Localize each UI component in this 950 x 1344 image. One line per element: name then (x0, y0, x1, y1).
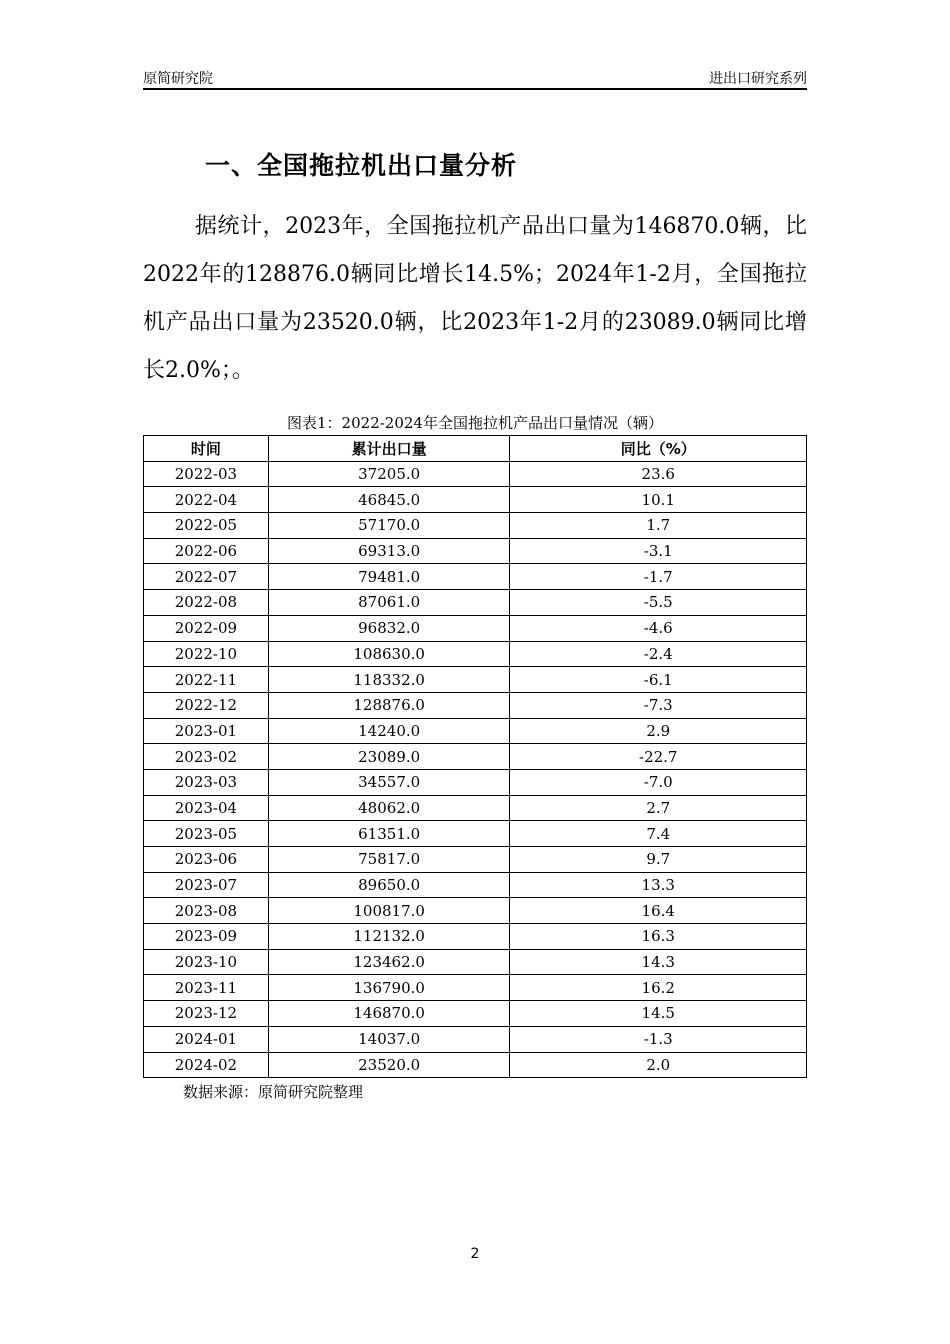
cell-time: 2023-10 (144, 949, 269, 975)
table-row (144, 667, 807, 693)
body-paragraph: 据统计，2023年，全国拖拉机产品出口量为146870.0辆，比2022年的128876.0辆同比增长14.5%；2024年1-2月，全国拖拉机产品出口量为23520.0辆，比2023年1-2月的23089.0辆同比增长2.0%；。 (143, 214, 807, 383)
cell-yoy: 16.4 (510, 898, 807, 924)
cell-cumulative-export: 96832.0 (268, 615, 510, 641)
table-row (144, 564, 807, 590)
cell-yoy: 2.9 (510, 718, 807, 744)
page-header (143, 66, 807, 90)
cell-time: 2022-04 (144, 487, 269, 513)
table-row (144, 461, 807, 487)
cell-cumulative-export: 57170.0 (268, 513, 510, 539)
cell-yoy: 13.3 (510, 872, 807, 898)
table-header-row (144, 436, 807, 462)
cell-cumulative-export: 87061.0 (268, 590, 510, 616)
table-row (144, 513, 807, 539)
cell-cumulative-export: 79481.0 (268, 564, 510, 590)
export-volume-table (143, 435, 807, 1078)
cell-time: 2023-07 (144, 872, 269, 898)
cell-cumulative-export: 89650.0 (268, 872, 510, 898)
cell-time: 2022-09 (144, 615, 269, 641)
cell-yoy: -22.7 (510, 744, 807, 770)
cell-time: 2023-08 (144, 898, 269, 924)
cell-yoy: 16.3 (510, 924, 807, 950)
cell-cumulative-export: 61351.0 (268, 821, 510, 847)
cell-time: 2023-02 (144, 744, 269, 770)
cell-cumulative-export: 112132.0 (268, 924, 510, 950)
cell-time: 2023-11 (144, 975, 269, 1001)
cell-time: 2022-08 (144, 590, 269, 616)
column-header-time: 时间 (144, 436, 269, 462)
table-row (144, 487, 807, 513)
cell-cumulative-export: 100817.0 (268, 898, 510, 924)
cell-yoy: 2.0 (510, 1052, 807, 1078)
cell-yoy: -4.6 (510, 615, 807, 641)
table-row (144, 590, 807, 616)
cell-yoy: -2.4 (510, 641, 807, 667)
table-row (144, 769, 807, 795)
cell-yoy: 10.1 (510, 487, 807, 513)
cell-time: 2022-06 (144, 538, 269, 564)
cell-yoy: 1.7 (510, 513, 807, 539)
header-series-name: 进出口研究系列 (709, 71, 807, 87)
cell-time: 2022-07 (144, 564, 269, 590)
cell-yoy: 16.2 (510, 975, 807, 1001)
table-row (144, 615, 807, 641)
table-row (144, 847, 807, 873)
table-row (144, 975, 807, 1001)
table-row (144, 872, 807, 898)
cell-time: 2022-11 (144, 667, 269, 693)
cell-yoy: -6.1 (510, 667, 807, 693)
table-body (144, 461, 807, 1078)
cell-time: 2022-03 (144, 461, 269, 487)
cell-time: 2024-01 (144, 1026, 269, 1052)
cell-cumulative-export: 14037.0 (268, 1026, 510, 1052)
cell-yoy: 9.7 (510, 847, 807, 873)
cell-yoy: -7.0 (510, 769, 807, 795)
cell-cumulative-export: 146870.0 (268, 1001, 510, 1027)
cell-cumulative-export: 46845.0 (268, 487, 510, 513)
cell-yoy: 23.6 (510, 461, 807, 487)
table-row (144, 898, 807, 924)
table-row (144, 538, 807, 564)
cell-time: 2023-06 (144, 847, 269, 873)
cell-cumulative-export: 118332.0 (268, 667, 510, 693)
cell-time: 2022-05 (144, 513, 269, 539)
cell-cumulative-export: 34557.0 (268, 769, 510, 795)
table-row (144, 949, 807, 975)
cell-time: 2024-02 (144, 1052, 269, 1078)
cell-time: 2023-04 (144, 795, 269, 821)
cell-time: 2023-12 (144, 1001, 269, 1027)
header-org-name: 原简研究院 (143, 71, 213, 87)
table-row (144, 718, 807, 744)
table-row (144, 1052, 807, 1078)
cell-cumulative-export: 69313.0 (268, 538, 510, 564)
cell-yoy: -3.1 (510, 538, 807, 564)
cell-yoy: -5.5 (510, 590, 807, 616)
cell-cumulative-export: 37205.0 (268, 461, 510, 487)
cell-yoy: -7.3 (510, 692, 807, 718)
cell-cumulative-export: 23520.0 (268, 1052, 510, 1078)
column-header-yoy: 同比（%） (510, 436, 807, 462)
table-caption: 图表1：2022-2024年全国拖拉机产品出口量情况（辆） (287, 414, 663, 432)
cell-cumulative-export: 128876.0 (268, 692, 510, 718)
table-row (144, 1001, 807, 1027)
cell-cumulative-export: 23089.0 (268, 744, 510, 770)
table-row (144, 692, 807, 718)
cell-cumulative-export: 123462.0 (268, 949, 510, 975)
cell-yoy: 2.7 (510, 795, 807, 821)
cell-cumulative-export: 48062.0 (268, 795, 510, 821)
cell-cumulative-export: 14240.0 (268, 718, 510, 744)
page-number: 2 (470, 1246, 480, 1262)
cell-cumulative-export: 108630.0 (268, 641, 510, 667)
cell-cumulative-export: 75817.0 (268, 847, 510, 873)
cell-yoy: 14.5 (510, 1001, 807, 1027)
cell-yoy: 14.3 (510, 949, 807, 975)
cell-cumulative-export: 136790.0 (268, 975, 510, 1001)
table-row (144, 924, 807, 950)
cell-time: 2022-12 (144, 692, 269, 718)
table-row (144, 744, 807, 770)
section-title: 一、全国拖拉机出口量分析 (205, 151, 518, 180)
table-row (144, 641, 807, 667)
table-row (144, 1026, 807, 1052)
table-row (144, 795, 807, 821)
cell-yoy: -1.7 (510, 564, 807, 590)
cell-yoy: 7.4 (510, 821, 807, 847)
cell-time: 2022-10 (144, 641, 269, 667)
cell-time: 2023-09 (144, 924, 269, 950)
data-source-note: 数据来源：原简研究院整理 (183, 1083, 364, 1101)
cell-yoy: -1.3 (510, 1026, 807, 1052)
column-header-cumulative-export: 累计出口量 (268, 436, 510, 462)
cell-time: 2023-05 (144, 821, 269, 847)
cell-time: 2023-03 (144, 769, 269, 795)
table-row (144, 821, 807, 847)
cell-time: 2023-01 (144, 718, 269, 744)
